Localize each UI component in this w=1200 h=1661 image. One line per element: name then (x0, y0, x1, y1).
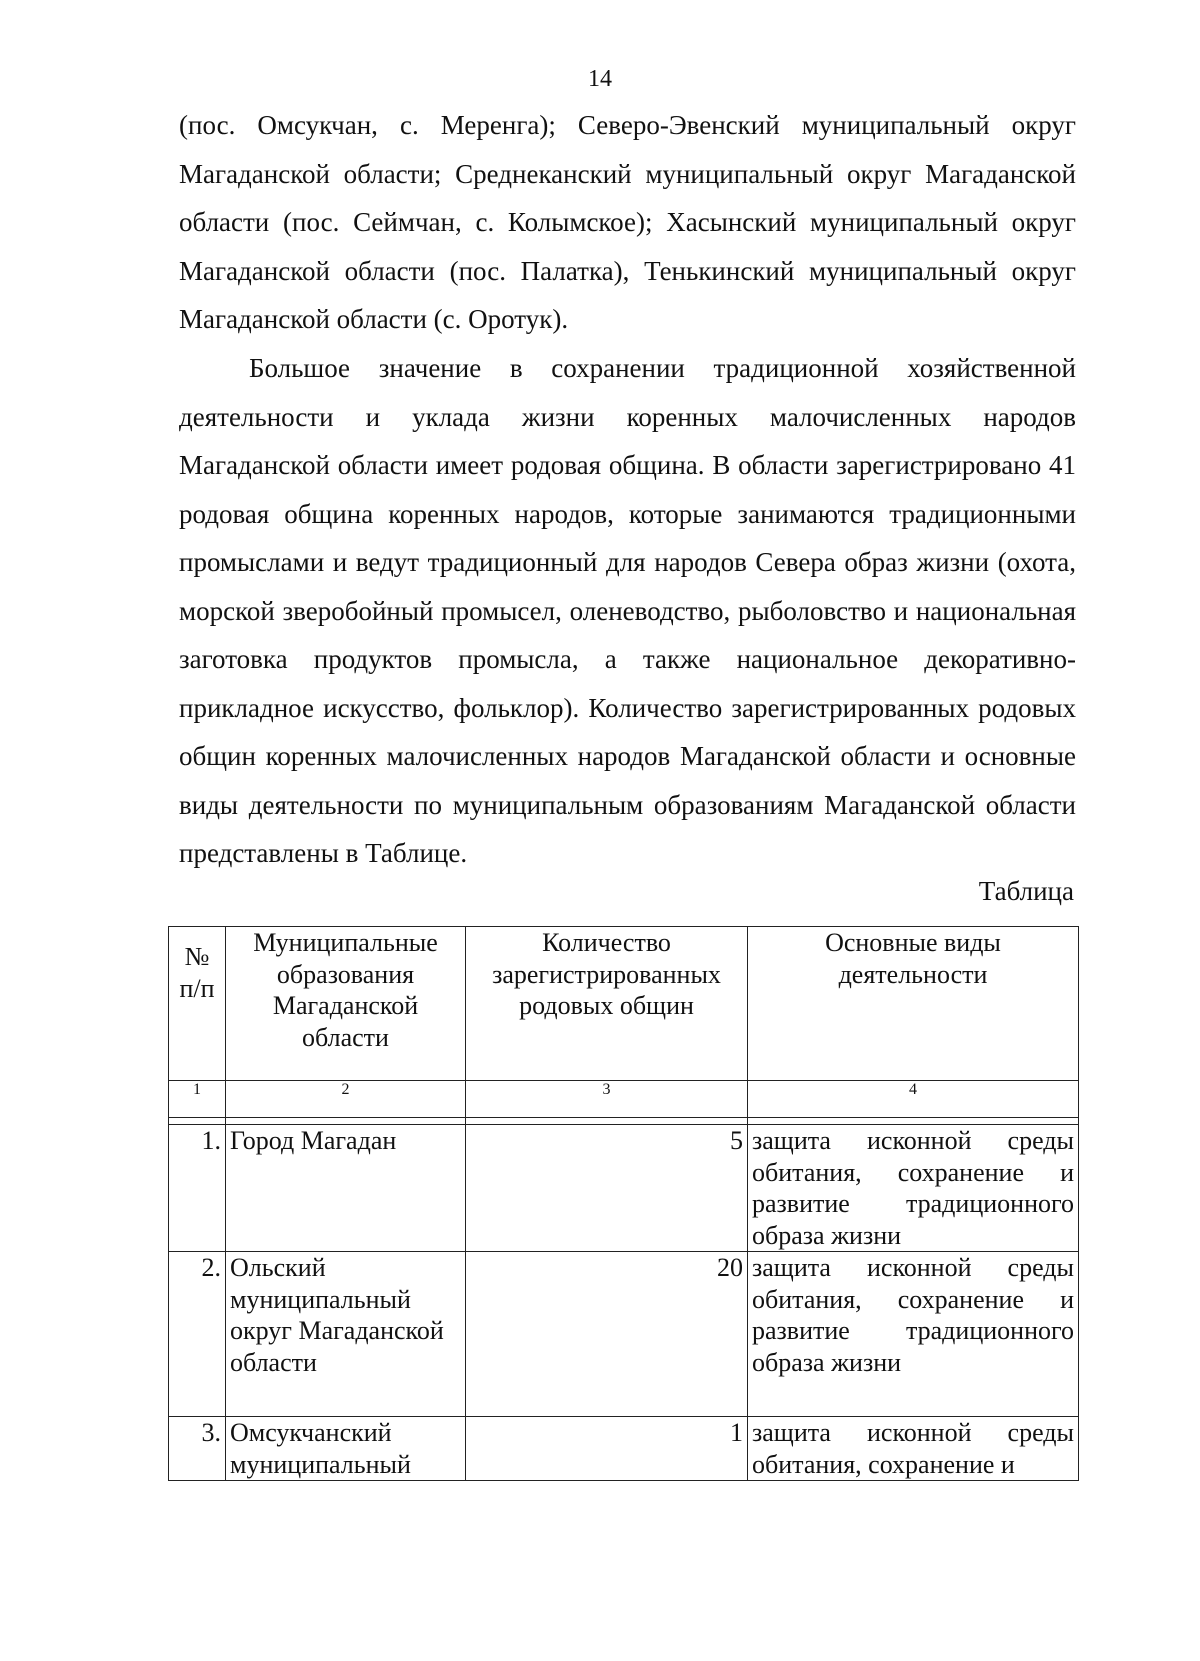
row-count: 5 (466, 1125, 748, 1252)
table-row (169, 1417, 1079, 1481)
municipal-communities-table (168, 926, 1079, 1481)
row-activities: защита исконной среды обитания, сохранение и развитие традиционного образа жизни (748, 1125, 1079, 1252)
table-caption: Таблица (978, 876, 1074, 906)
column-index: 2 (226, 1081, 466, 1118)
column-index: 3 (466, 1081, 748, 1118)
spacer-cell (169, 1118, 226, 1125)
table-row (169, 1252, 1079, 1417)
column-index: 1 (169, 1081, 226, 1118)
main-paragraph: Большое значение в сохранении традиционной хозяйственной деятельности и уклада жизни коренных малочисленных народов Магаданской области имеет родовая община. В области зарегистрировано 41 родовая община коренных народов, которые занимаются традиционными промыслами и ведут традиционный для народов Севера образ жизни (охота, морской зверобойный промысел, оленеводство, рыболовство и национальная заготовка продуктов промысла, а также национальное декоративно-прикладное искусство, фольклор). Количество зарегистрированных родовых общин коренных малочисленных народов Магаданской области и основные виды деятельности по муниципальным образованиям Магаданской области представлены в Таблице. (179, 353, 1076, 868)
spacer-cell (226, 1118, 466, 1125)
spacer-cell (748, 1118, 1079, 1125)
row-municipality: Ольский муниципальный округ Магаданской области (226, 1252, 466, 1417)
row-number: 2. (169, 1252, 226, 1417)
row-count: 20 (466, 1252, 748, 1417)
column-index: 4 (748, 1081, 1079, 1118)
header-count: Количество зарегистрированных родовых общин (466, 927, 748, 1081)
header-num: № п/п (169, 927, 226, 1081)
table-column-index-row (169, 1081, 1079, 1118)
row-number: 3. (169, 1417, 226, 1481)
row-activities: защита исконной среды обитания, сохранение и развитие традиционного образа жизни (748, 1252, 1079, 1417)
row-municipality: Омсукчанский муниципальный (226, 1417, 466, 1481)
header-municipality: Муниципальные образования Магаданской области (226, 927, 466, 1081)
row-number: 1. (169, 1125, 226, 1252)
row-count: 1 (466, 1417, 748, 1481)
main-paragraph-block (179, 344, 1076, 878)
row-municipality: Город Магадан (226, 1125, 466, 1252)
header-activities: Основные виды деятельности (748, 927, 1079, 1081)
page-number: 14 (588, 66, 612, 92)
row-activities: защита исконной среды обитания, сохранение и (748, 1417, 1079, 1481)
table-header-row (169, 927, 1079, 1081)
table-row (169, 1125, 1079, 1252)
continuation-paragraph-block (179, 101, 1076, 344)
spacer-cell (466, 1118, 748, 1125)
continuation-paragraph: (пос. Омсукчан, с. Меренга); Северо-Эвенский муниципальный округ Магаданской области; Среднеканский муниципальный округ Магаданской области (пос. Сеймчан, с. Колымское); Хасынский муниципальный округ Магаданской области (пос. Палатка), Тенькинский муниципальный округ Магаданской области (с. Оротук). (179, 110, 1076, 334)
table-spacer-row (169, 1118, 1079, 1125)
